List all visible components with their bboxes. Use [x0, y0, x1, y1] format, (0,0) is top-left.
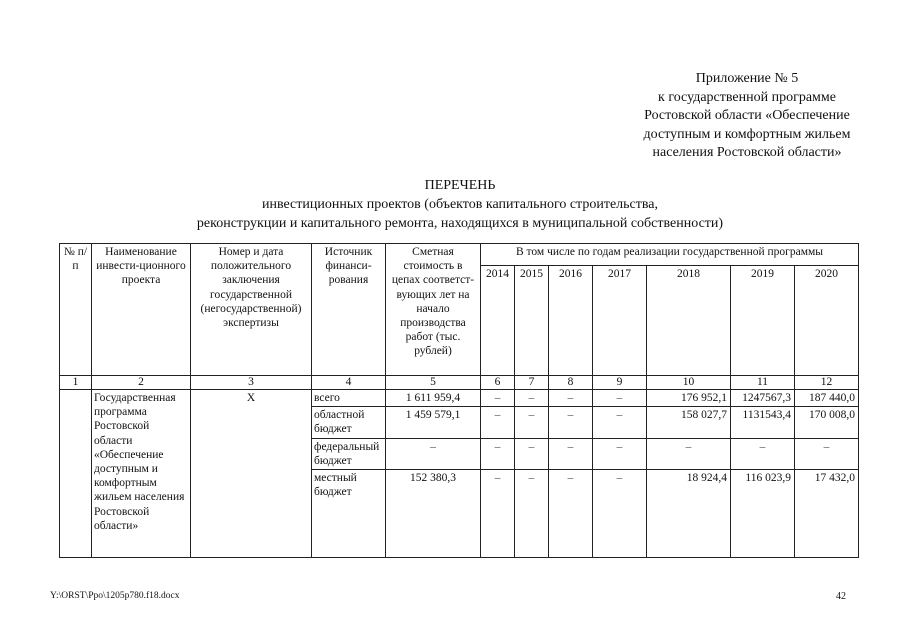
header-years-group: В том числе по годам реализации государственной программы: [481, 244, 859, 266]
header-year: 2018: [647, 266, 731, 376]
year-value-cell: 17 432,0: [795, 470, 859, 558]
year-value-cell: –: [593, 470, 647, 558]
year-value-cell: –: [593, 438, 647, 469]
year-value-cell: –: [647, 438, 731, 469]
header-expertise: Номер и дата положительного заключения государственной (негосударственной) экспертизы: [191, 244, 312, 376]
header-year: 2016: [549, 266, 593, 376]
cost-cell: 152 380,3: [386, 470, 481, 558]
investment-projects-table: [59, 243, 859, 558]
year-value-cell: –: [515, 470, 549, 558]
title-line-1: инвестиционных проектов (объектов капитального строительства,: [261, 197, 659, 212]
column-numbers-row: [60, 376, 859, 390]
year-value-cell: 1247567,3: [731, 390, 795, 407]
column-number: 6: [481, 376, 515, 390]
year-value-cell: 170 008,0: [795, 407, 859, 438]
header-project-name: Наименование инвести-ционного проекта: [92, 244, 191, 376]
column-number: 2: [92, 376, 191, 390]
header-year: 2020: [795, 266, 859, 376]
year-value-cell: –: [593, 407, 647, 438]
year-value-cell: 158 027,7: [647, 407, 731, 438]
source-cell: областной бюджет: [312, 407, 386, 438]
header-year: 2017: [593, 266, 647, 376]
cost-cell: –: [386, 438, 481, 469]
header-source: Источник финанси-рования: [312, 244, 386, 376]
year-value-cell: –: [515, 438, 549, 469]
appendix-line: доступным и комфортным жильем: [643, 126, 851, 142]
year-value-cell: –: [731, 438, 795, 469]
header-year: 2015: [515, 266, 549, 376]
year-value-cell: 176 952,1: [647, 390, 731, 407]
appendix-line: населения Ростовской области»: [652, 145, 842, 160]
year-value-cell: –: [515, 390, 549, 407]
expertise-cell: Х: [191, 390, 312, 558]
appendix-block: [612, 70, 882, 163]
column-number: 8: [549, 376, 593, 390]
year-value-cell: –: [549, 438, 593, 469]
column-number: 10: [647, 376, 731, 390]
header-year: 2019: [731, 266, 795, 376]
header-year: 2014: [481, 266, 515, 376]
year-value-cell: –: [795, 438, 859, 469]
header-num: № п/п: [60, 244, 92, 376]
year-value-cell: –: [515, 407, 549, 438]
table-row: [60, 390, 859, 407]
year-value-cell: 187 440,0: [795, 390, 859, 407]
row-number-cell: [60, 390, 92, 558]
appendix-line: к государственной программе: [658, 89, 836, 105]
cost-cell: 1 611 959,4: [386, 390, 481, 407]
year-value-cell: –: [549, 470, 593, 558]
project-name-cell: Государственная программа Ростовской области «Обеспечение доступным и комфортным жильем населения Ростовской области»: [92, 390, 191, 558]
footer-file-path: Y:\ORST\Ppo\1205p780.f18.docx: [50, 591, 180, 601]
column-number: 12: [795, 376, 859, 390]
year-value-cell: –: [549, 407, 593, 438]
year-value-cell: –: [549, 390, 593, 407]
year-value-cell: –: [593, 390, 647, 407]
document-title: [60, 176, 860, 233]
title-line-2: реконструкции и капитального ремонта, находящихся в муниципальной собственности): [196, 216, 724, 231]
year-value-cell: 18 924,4: [647, 470, 731, 558]
year-value-cell: –: [481, 407, 515, 438]
page-number: 42: [836, 591, 846, 602]
appendix-line: Ростовской области «Обеспечение: [644, 108, 850, 123]
title-heading: ПЕРЕЧЕНЬ: [424, 178, 496, 193]
year-value-cell: –: [481, 390, 515, 407]
source-cell: федеральный бюджет: [312, 438, 386, 469]
column-number: 4: [312, 376, 386, 390]
year-value-cell: 1131543,4: [731, 407, 795, 438]
column-number: 5: [386, 376, 481, 390]
column-number: 7: [515, 376, 549, 390]
column-number: 11: [731, 376, 795, 390]
year-value-cell: 116 023,9: [731, 470, 795, 558]
appendix-line: Приложение № 5: [695, 71, 799, 86]
source-cell: всего: [312, 390, 386, 407]
header-cost: Сметная стоимость в цепах соответст-вующих лет на начало производства работ (тыс. рублей): [386, 244, 481, 376]
column-number: 1: [60, 376, 92, 390]
year-value-cell: –: [481, 438, 515, 469]
column-number: 9: [593, 376, 647, 390]
source-cell: местный бюджет: [312, 470, 386, 558]
cost-cell: 1 459 579,1: [386, 407, 481, 438]
year-value-cell: –: [481, 470, 515, 558]
column-number: 3: [191, 376, 312, 390]
